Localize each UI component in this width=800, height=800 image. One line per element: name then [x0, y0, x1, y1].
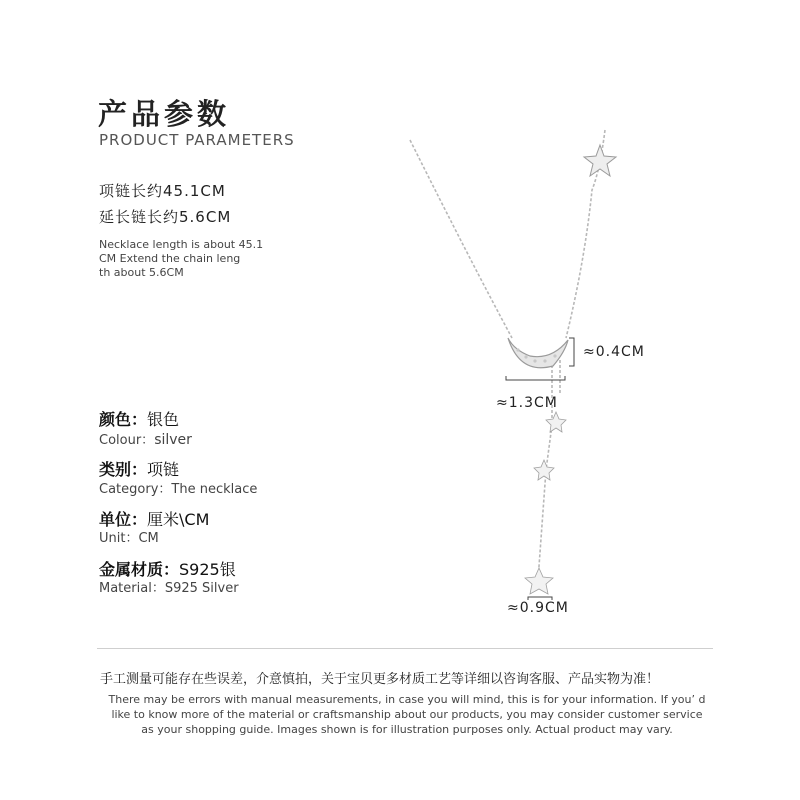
param-material-label: 金属材质：	[99, 560, 180, 579]
param-material-value: S925银	[179, 560, 236, 579]
param-colour-label-en: Colour：	[99, 433, 155, 448]
param-material-value-en: S925 Silver	[164, 581, 239, 596]
param-category-value: 项链	[147, 460, 180, 479]
param-colour-value-en: silver	[154, 432, 192, 448]
param-category-label: 类别：	[99, 460, 148, 479]
chain-left	[410, 140, 512, 338]
param-category-label-en: Category：	[99, 482, 172, 497]
param-unit-value: 厘米\CM	[147, 510, 210, 529]
divider	[97, 648, 713, 649]
param-material-label-en: Material：	[99, 581, 165, 596]
extension-length-cn: 延长链长约5.6CM	[99, 208, 232, 226]
disclaimer-cn: 手工测量可能存在些误差，介意慎拍，关于宝贝更多材质工艺等详细以咨询客服、产品实物为准！	[100, 672, 660, 687]
disclaimer-en-line-2: like to know more of the material or craftsmanship about our products, you may consider customer service	[111, 708, 703, 721]
moon-height-label: ≈0.4CM	[583, 344, 645, 360]
page-title: 产品参数	[98, 97, 231, 131]
param-unit-value-en: CM	[138, 531, 159, 546]
star-large-icon	[584, 145, 616, 176]
star-width-label: ≈0.9CM	[507, 600, 569, 616]
disclaimer-en-line-1: There may be errors with manual measurements, in case you will mind, this is for your information. If you’ d	[108, 693, 706, 706]
page-subtitle: PRODUCT PARAMETERS	[99, 131, 295, 149]
moon-icon	[508, 338, 568, 368]
length-en-line-2: CM Extend the chain leng	[99, 252, 241, 265]
disclaimer-en	[97, 692, 717, 737]
disclaimer-en-line-3: as your shopping guide. Images shown is for illustration purposes only. Actual product may vary.	[141, 723, 673, 736]
length-en-line-3: th about 5.6CM	[99, 266, 184, 279]
param-unit-label: 单位：	[99, 510, 148, 529]
star-small-2-icon	[534, 460, 554, 480]
moon-width-bracket	[506, 376, 565, 380]
param-colour-value: 银色	[147, 410, 180, 429]
length-en-line-1: Necklace length is about 45.1	[99, 238, 264, 251]
star-small-1-icon	[546, 412, 566, 432]
param-category-value-en: The necklace	[171, 482, 258, 497]
necklace-length-cn: 项链长约45.1CM	[99, 182, 226, 200]
star-bottom-icon	[525, 568, 553, 594]
moon-height-bracket	[569, 338, 574, 366]
param-unit-label-en: Unit：	[99, 531, 139, 546]
moon-width-label: ≈1.3CM	[496, 395, 558, 411]
param-colour-label: 颜色：	[99, 410, 148, 429]
